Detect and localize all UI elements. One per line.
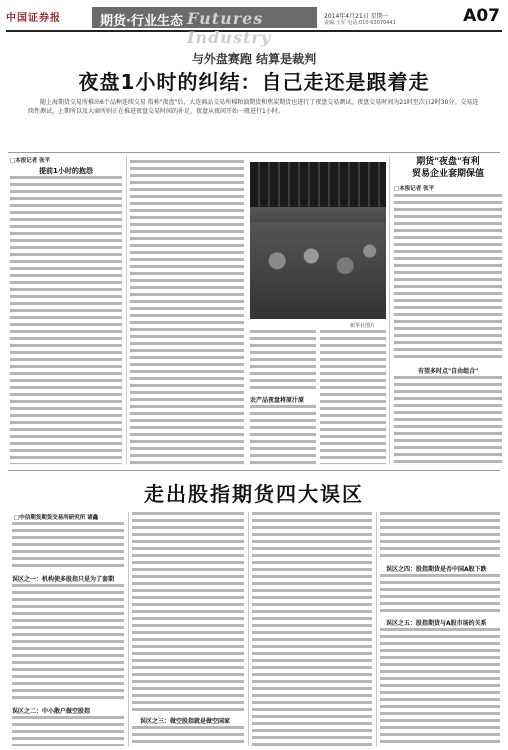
bottom-subheading-5: 误区之五：股指期货与A股市场的关系 [386, 620, 487, 627]
bottom-headline: 走出股指期货四大误区 [144, 482, 364, 506]
column-rule [128, 512, 129, 746]
article-text-column-3a [250, 330, 316, 390]
byline: □本报记者 张平 [10, 158, 51, 164]
article-text-column-2 [130, 160, 244, 464]
bottom-subheading-3: 误区之三：做空股指就是做空国家 [140, 718, 231, 725]
sidebar-byline: □本报记者 张平 [394, 186, 435, 192]
section-title: 期货·行业生态 [100, 14, 183, 29]
page-number: A07 [463, 6, 500, 26]
traders [250, 222, 386, 319]
section-banner [92, 7, 317, 47]
masthead [6, 6, 502, 47]
sidebar-headline-line2: 贸易企业套期保值 [411, 169, 484, 179]
issue-date: 2014年4月21日 星期一 [324, 13, 389, 20]
newspaper-logo: 中国证券报 [6, 13, 61, 24]
article-text-column-4 [320, 330, 386, 464]
bottom-text-col1a [12, 522, 124, 570]
column-rule [376, 512, 377, 746]
sidebar-subheading: 有望多时点"自由组合" [418, 368, 479, 375]
bottom-text-col1c [12, 716, 124, 746]
bottom-text-col4c [380, 628, 500, 746]
top-subheadline: 与外盘赛跑 结算是裁判 [191, 52, 317, 66]
sidebar-text-2 [394, 376, 502, 464]
column-rule [389, 156, 390, 464]
divider [8, 152, 500, 153]
sidebar-headline-line1: 期货"夜盘"有利 [416, 157, 480, 167]
sidebar-text-1 [394, 194, 502, 362]
bottom-subheading-1: 误区之一：机构使多股指只是为了套期 [12, 576, 115, 583]
column-rule [126, 156, 127, 464]
sidebar-headline [392, 156, 504, 180]
bottom-text-col4a [380, 512, 500, 560]
bottom-text-col4b [380, 574, 500, 614]
bottom-text-col2a [132, 512, 244, 712]
column-rule [248, 512, 249, 746]
middle-subheading: 农产品夜盘将原汁原 [250, 397, 305, 404]
trading-floor-photo [250, 162, 386, 319]
divider [8, 470, 500, 471]
quote-board [250, 162, 386, 207]
bottom-text-col2b [132, 726, 244, 746]
article-text-column-1 [10, 176, 122, 464]
bottom-text-col1b [12, 584, 124, 702]
section-title-en: Futures Industry [187, 9, 272, 47]
article-text-column-3b [250, 405, 316, 464]
bottom-subheading-2: 误区之二：中小散户做空股指 [12, 708, 91, 715]
lead-paragraph: 随上海期货交易所推出6个品种连续交易 俗称"夜盘"后，大连商品交易所棉粕油期货和焦炭期货也进行了夜盘交易测试，夜盘交易时间为21时至次日2时30分。交易连续性测试，上期所以及大商所则正在推进夜盘交易时间的补足，夜盘从夜间开始一般进行1小时。 [28, 99, 479, 115]
top-headline: 夜盘1小时的纠结：自己走还是跟着走 [78, 70, 430, 94]
column-heading: 提前1小时的抱怨 [39, 167, 93, 175]
photo-caption: 新华社图片 [350, 323, 376, 329]
bottom-text-col3 [252, 512, 372, 746]
editor-info: 责编:王军 电话:010-63070441 [324, 20, 396, 26]
bottom-byline: □中信期货期货交易所研究所 诸鑫 [14, 515, 99, 521]
bottom-subheading-4: 误区之四：股指期货是否中国A股下跌 [386, 566, 487, 573]
